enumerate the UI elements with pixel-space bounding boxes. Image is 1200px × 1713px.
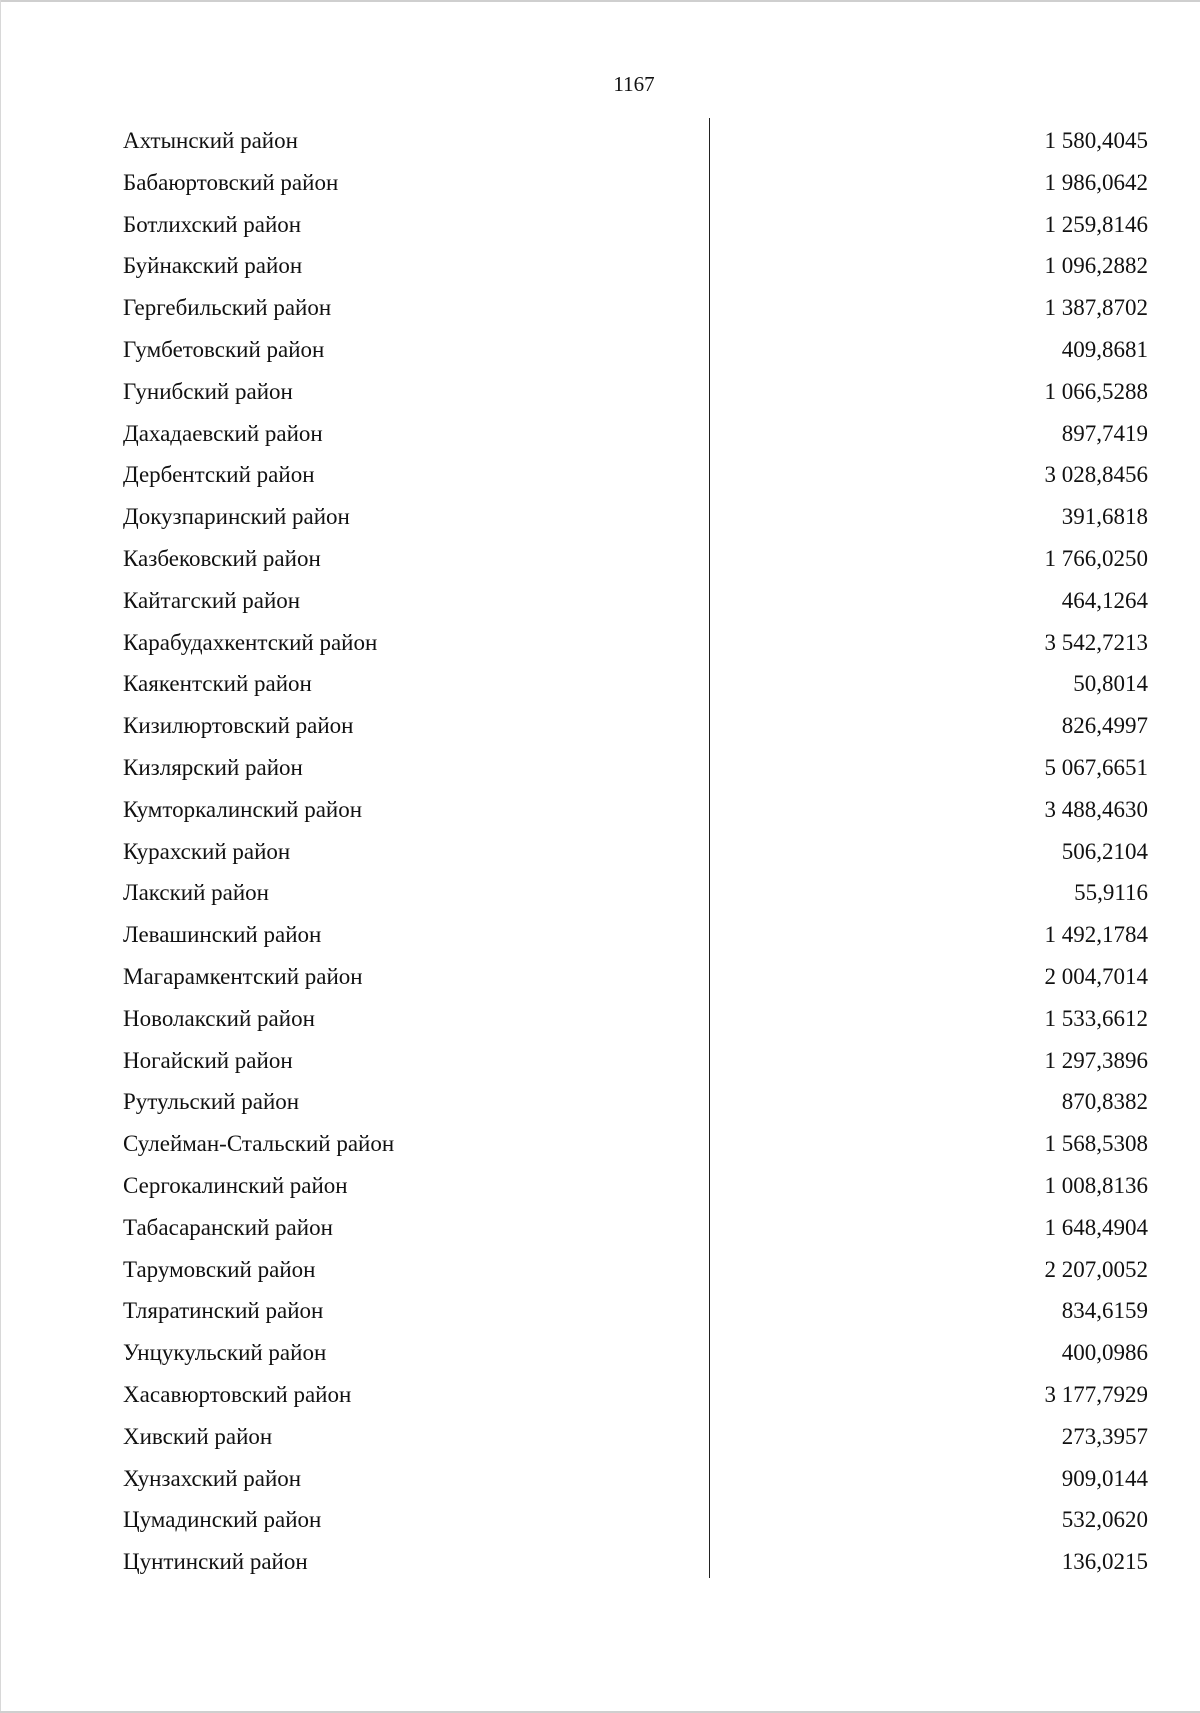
district-value: 1 533,6612 [1044,1005,1148,1031]
table-row [123,622,1148,664]
district-value: 1 259,8146 [1044,211,1148,237]
district-table [123,120,1148,1583]
district-name: Кизилюртовский район [123,713,354,739]
district-value: 2 207,0052 [1044,1256,1148,1282]
table-row [123,204,1148,246]
district-value: 1 568,5308 [1044,1131,1148,1157]
table-row [123,1207,1148,1249]
table-row [123,1499,1148,1541]
district-value: 1 297,3896 [1044,1047,1148,1073]
district-name: Кайтагский район [123,587,301,613]
district-value: 897,7419 [1061,420,1148,446]
district-name: Сергокалинский район [123,1172,348,1198]
table-row [123,454,1148,496]
table-row [123,1541,1148,1583]
table-row [123,371,1148,413]
district-name: Каякентский район [123,671,312,697]
district-value: 3 488,4630 [1044,796,1148,822]
district-name: Магарамкентский район [123,963,363,989]
page-number: 1167 [613,72,655,96]
district-value: 1 580,4045 [1044,128,1148,153]
district-name: Докузпаринский район [123,504,350,530]
table-row [123,1332,1148,1374]
district-name: Ногайский район [123,1047,293,1073]
table-row [123,538,1148,580]
district-name: Лакский район [123,880,269,906]
table-row [123,1040,1148,1082]
district-value: 834,6159 [1061,1298,1148,1324]
district-name: Бабаюртовский район [123,169,339,195]
district-name: Цунтинский район [123,1549,308,1575]
district-name: Карабудахкентский район [123,629,378,655]
district-value: 3 542,7213 [1044,629,1148,655]
district-value: 273,3957 [1061,1423,1148,1449]
table-row [123,747,1148,789]
district-value: 2 004,7014 [1044,963,1148,989]
district-name: Хунзахский район [123,1465,302,1491]
district-name: Рутульский район [123,1089,300,1115]
table-row [123,1165,1148,1207]
district-name: Гумбетовский район [123,336,325,362]
district-name: Табасаранский район [123,1214,333,1240]
table-row [123,705,1148,747]
table-row [123,914,1148,956]
table-row [123,831,1148,873]
district-value: 1 096,2882 [1044,253,1148,279]
district-name: Казбековский район [123,545,321,571]
table-row [123,956,1148,998]
district-value: 506,2104 [1061,838,1148,864]
district-value: 391,6818 [1061,504,1148,530]
district-value: 5 067,6651 [1044,754,1148,780]
district-value: 3 177,7929 [1044,1381,1148,1407]
district-name: Тарумовский район [123,1256,316,1282]
district-value: 1 387,8702 [1044,295,1148,321]
district-value: 1 066,5288 [1044,378,1148,404]
table-row [123,1081,1148,1123]
district-value: 909,0144 [1061,1465,1148,1491]
district-name: Курахский район [123,838,291,864]
table-row [123,1416,1148,1458]
district-value: 826,4997 [1061,713,1148,739]
table-row [123,245,1148,287]
table-row [123,872,1148,914]
district-name: Сулейман-Стальский район [123,1131,395,1157]
table-row [123,413,1148,455]
district-value: 1 986,0642 [1044,169,1148,195]
district-name: Хасавюртовский район [123,1381,352,1407]
district-value: 1 492,1784 [1044,922,1148,948]
table-row [123,580,1148,622]
district-value: 55,9116 [1074,880,1148,906]
district-value: 1 648,4904 [1044,1214,1148,1240]
district-name: Гергебильский район [123,295,332,321]
district-value: 464,1264 [1061,587,1148,613]
district-name: Дахадаевский район [123,420,323,446]
table-row [123,1290,1148,1332]
district-value: 532,0620 [1061,1507,1148,1533]
district-name: Дербентский район [123,462,315,488]
district-name: Хивский район [123,1423,273,1449]
scan-edge-top [0,0,1200,2]
district-name: Ахтынский район [123,128,298,153]
scan-edge-left [0,0,1,1713]
district-name: Гунибский район [123,378,293,404]
table-row [123,1458,1148,1500]
district-name: Ботлихский район [123,211,302,237]
district-value: 1 766,0250 [1044,545,1148,571]
district-name: Тляратинский район [123,1298,324,1324]
table-row [123,329,1148,371]
table-row [123,998,1148,1040]
district-name: Кизлярский район [123,754,303,780]
district-value: 50,8014 [1073,671,1148,697]
district-value: 870,8382 [1061,1089,1148,1115]
district-name: Новолакский район [123,1005,315,1031]
table-row [123,1123,1148,1165]
district-value: 400,0986 [1061,1340,1148,1366]
table-row [123,120,1148,162]
district-value: 3 028,8456 [1044,462,1148,488]
district-name: Буйнакский район [123,253,303,279]
table-row [123,1249,1148,1291]
district-name: Цумадинский район [123,1507,322,1533]
district-value: 1 008,8136 [1044,1172,1148,1198]
district-name: Левашинский район [123,922,322,948]
table-row [123,496,1148,538]
district-value: 136,0215 [1061,1549,1148,1575]
district-name: Кумторкалинский район [123,796,363,822]
table-row [123,162,1148,204]
district-value: 409,8681 [1061,336,1148,362]
district-name: Унцукульский район [123,1340,327,1366]
table-row [123,789,1148,831]
table-row [123,287,1148,329]
table-row [123,663,1148,705]
table-row [123,1374,1148,1416]
